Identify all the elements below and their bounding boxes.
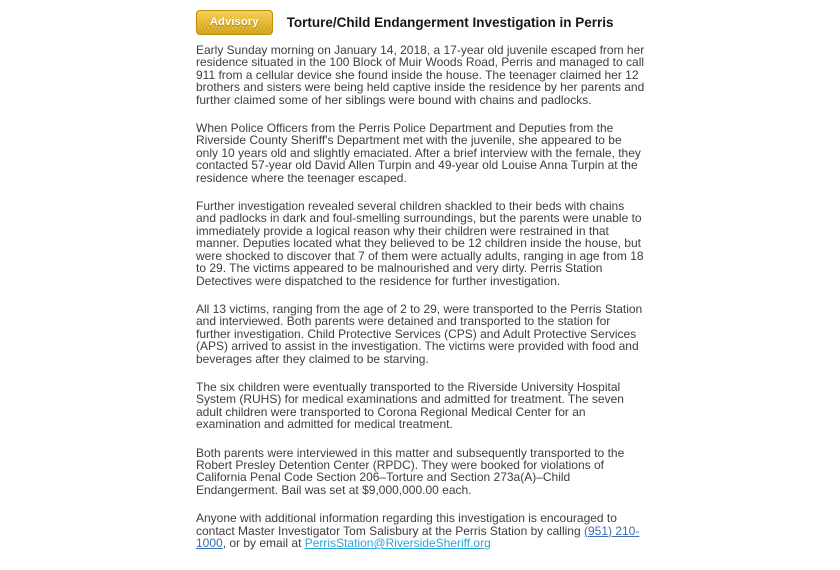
- phone-link[interactable]: (951) 210-1000: [196, 523, 640, 550]
- paragraph-medical-treatment: The six children were eventually transported to the Riverside University Hospital System (RUHS) for medical examinations and admitted for treatment. The seven adult children were transported to Corona Regional Medical Center for an examination and admitted for medical treatment.: [196, 379, 624, 432]
- paragraph-victims-transport: All 13 victims, ranging from the age of 2 to 29, were transported to the Perris Station and interviewed. Both parents were detained and transported to the station for further investigation. Child Protective Services (CPS) and Adult Protective Services (APS) arrived to assist in the investigation. The victims were provided with food and beverages after they claimed to be starving.: [196, 301, 643, 366]
- contact-text-between: , or by email at: [222, 536, 305, 550]
- paragraph-investigation: Further investigation revealed several children shackled to their beds with chains and padlocks in dark and foul-smelling surroundings, but the parents were unable to immediately provide a logical reason why their children were restrained in that manner. Deputies located what they believed to be 12 children inside the house, but were shocked to discover that 7 of them were actually adults, ranging in age from 18 to 29. The victims appeared to be malnourished and very dirty. Perris Station Detectives were dispatched to the residence for further investigation.: [196, 199, 644, 288]
- contact-text-before-phone: Anyone with additional information regarding this investigation is encouraged to contact Master Investigator Tom Salisbury at the Perris Station by calling: [196, 511, 617, 538]
- email-link[interactable]: PerrisStation@RiversideSheriff.org: [304, 536, 491, 550]
- advisory-article: [196, 10, 648, 549]
- advisory-badge[interactable]: Advisory: [196, 10, 273, 35]
- paragraph-booking: Both parents were interviewed in this matter and subsequently transported to the Robert Presley Detention Center (RPDC). They were booked for violations of California Penal Code Section 206–Torture and Section 273a(A)–Child Endangerment. Bail was set at $9,000,000.00 each.: [196, 445, 625, 497]
- paragraph-police-contact: When Police Officers from the Perris Police Department and Deputies from the Riverside County Sheriff's Department met with the juvenile, she appeared to be only 10 years old and slightly emaciated. After a brief interview with the female, they contacted 57-year old David Allen Turpin and 49-year old Louise Anna Turpin at the residence where the teenager escaped.: [196, 121, 641, 185]
- page-title: Torture/Child Endangerment Investigation in Perris: [286, 15, 614, 30]
- paragraph-escape: Early Sunday morning on January 14, 2018, a 17-year old juvenile escaped from her residence situated in the 100 Block of Muir Woods Road, Perris and managed to call 911 from a cellular device she found inside the house. The teenager claimed her 12 brothers and sisters were being held captive inside the residence by her parents and further claimed some of her siblings were bound with chains and padlocks.: [196, 43, 645, 107]
- advisory-header: [196, 10, 648, 35]
- paragraph-contact-info: [196, 512, 645, 549]
